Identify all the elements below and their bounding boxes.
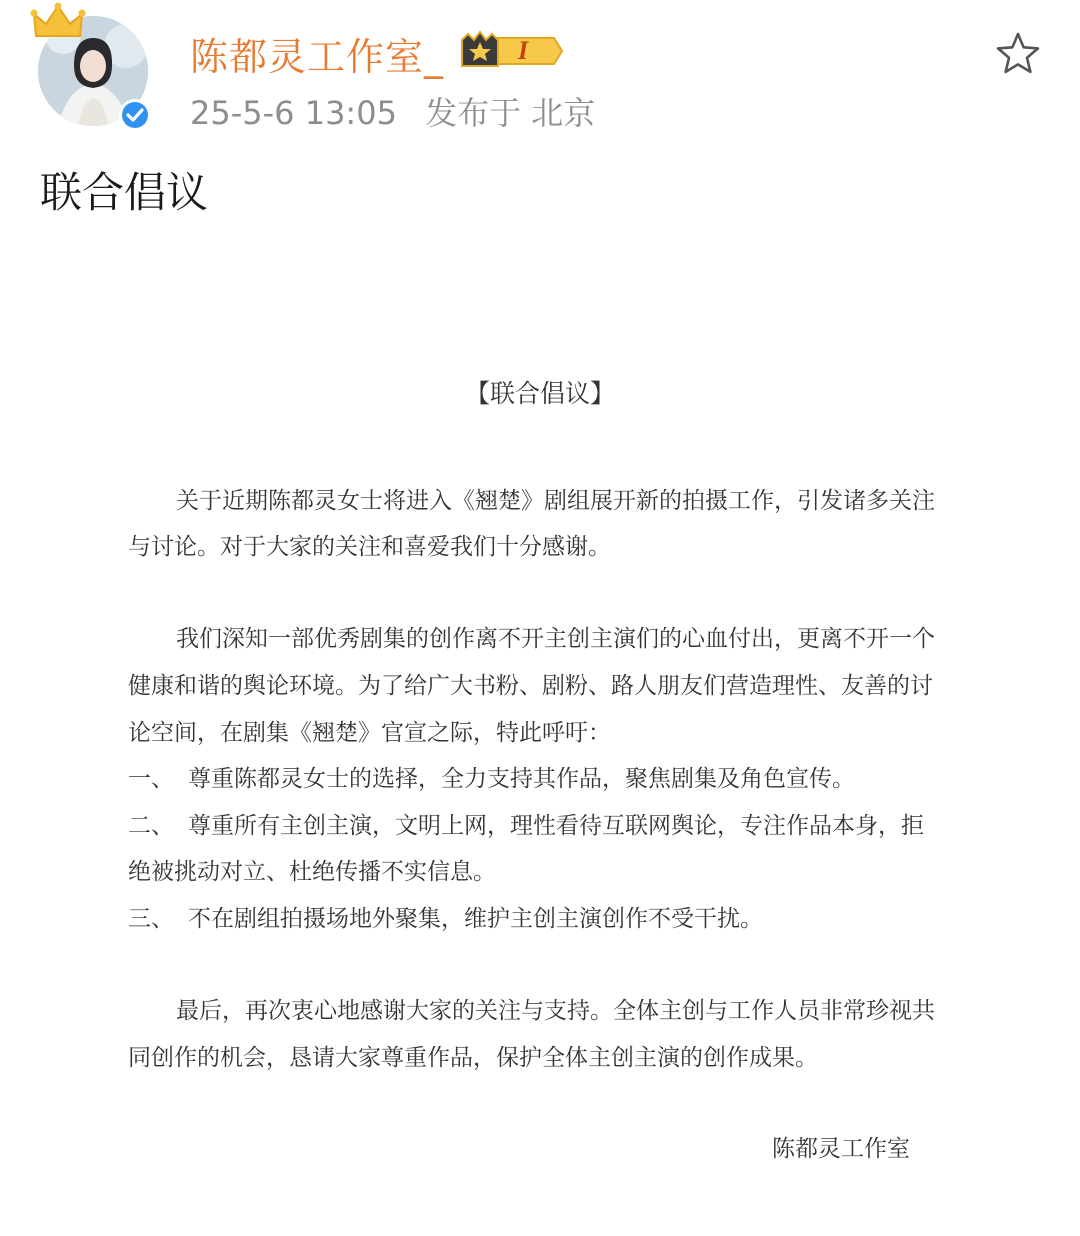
verified-icon bbox=[118, 98, 152, 132]
post-meta bbox=[190, 88, 595, 134]
list-item bbox=[128, 760, 855, 793]
list-item bbox=[128, 807, 924, 840]
paragraph-2-line-3: 论空间，在剧集《翘楚》官宣之际，特此呼吁： bbox=[128, 720, 611, 746]
vip-badge[interactable] bbox=[460, 30, 564, 72]
username[interactable]: 陈都灵工作室_ bbox=[190, 35, 445, 79]
paragraph-2-line-1: 我们深知一部优秀剧集的创作离不开主创主演们的心血付出，更离不开一个 bbox=[176, 626, 935, 652]
post-time: 25-5-6 13:05 bbox=[190, 94, 397, 132]
list-item-text: 不在剧组拍摄场地外聚集，维护主创主演创作不受干扰。 bbox=[188, 906, 763, 932]
vip-level-text: I bbox=[518, 36, 529, 65]
crown-icon bbox=[30, 2, 86, 42]
post-title: 联合倡议 bbox=[40, 168, 209, 217]
list-item-text: 尊重所有主创主演，文明上网，理性看待互联网舆论，专注作品本身，拒 bbox=[188, 813, 924, 839]
vip-badge-graphic bbox=[460, 30, 564, 72]
post-location: 发布于 北京 bbox=[425, 94, 596, 132]
list-item-continued: 绝被挑动对立、杜绝传播不实信息。 bbox=[128, 859, 496, 885]
paragraph-1-line-1: 关于近期陈都灵女士将进入《翘楚》剧组展开新的拍摄工作，引发诸多关注 bbox=[176, 488, 935, 514]
list-item-number: 一、 bbox=[128, 766, 174, 792]
paragraph-1-line-2: 与讨论。对于大家的关注和喜爱我们十分感谢。 bbox=[128, 534, 611, 560]
list-item-number: 三、 bbox=[128, 906, 174, 932]
avatar-block[interactable] bbox=[30, 2, 160, 132]
paragraph-3-line-1: 最后，再次衷心地感谢大家的关注与支持。全体主创与工作人员非常珍视共 bbox=[176, 998, 935, 1024]
document-title: 【联合倡议】 bbox=[464, 379, 615, 408]
signature: 陈都灵工作室 bbox=[772, 1136, 910, 1162]
announcement-image bbox=[0, 360, 1080, 1180]
paragraph-2-line-2: 健康和谐的舆论环境。为了给广大书粉、剧粉、路人朋友们营造理性、友善的讨 bbox=[128, 673, 933, 699]
list-item-text: 尊重陈都灵女士的选择，全力支持其作品，聚焦剧集及角色宣传。 bbox=[188, 766, 855, 792]
list-item bbox=[128, 900, 763, 933]
list-item-number: 二、 bbox=[128, 813, 174, 839]
favorite-star-icon[interactable] bbox=[994, 30, 1042, 78]
paragraph-3-line-2: 同创作的机会，恳请大家尊重作品，保护全体主创主演的创作成果。 bbox=[128, 1045, 818, 1071]
